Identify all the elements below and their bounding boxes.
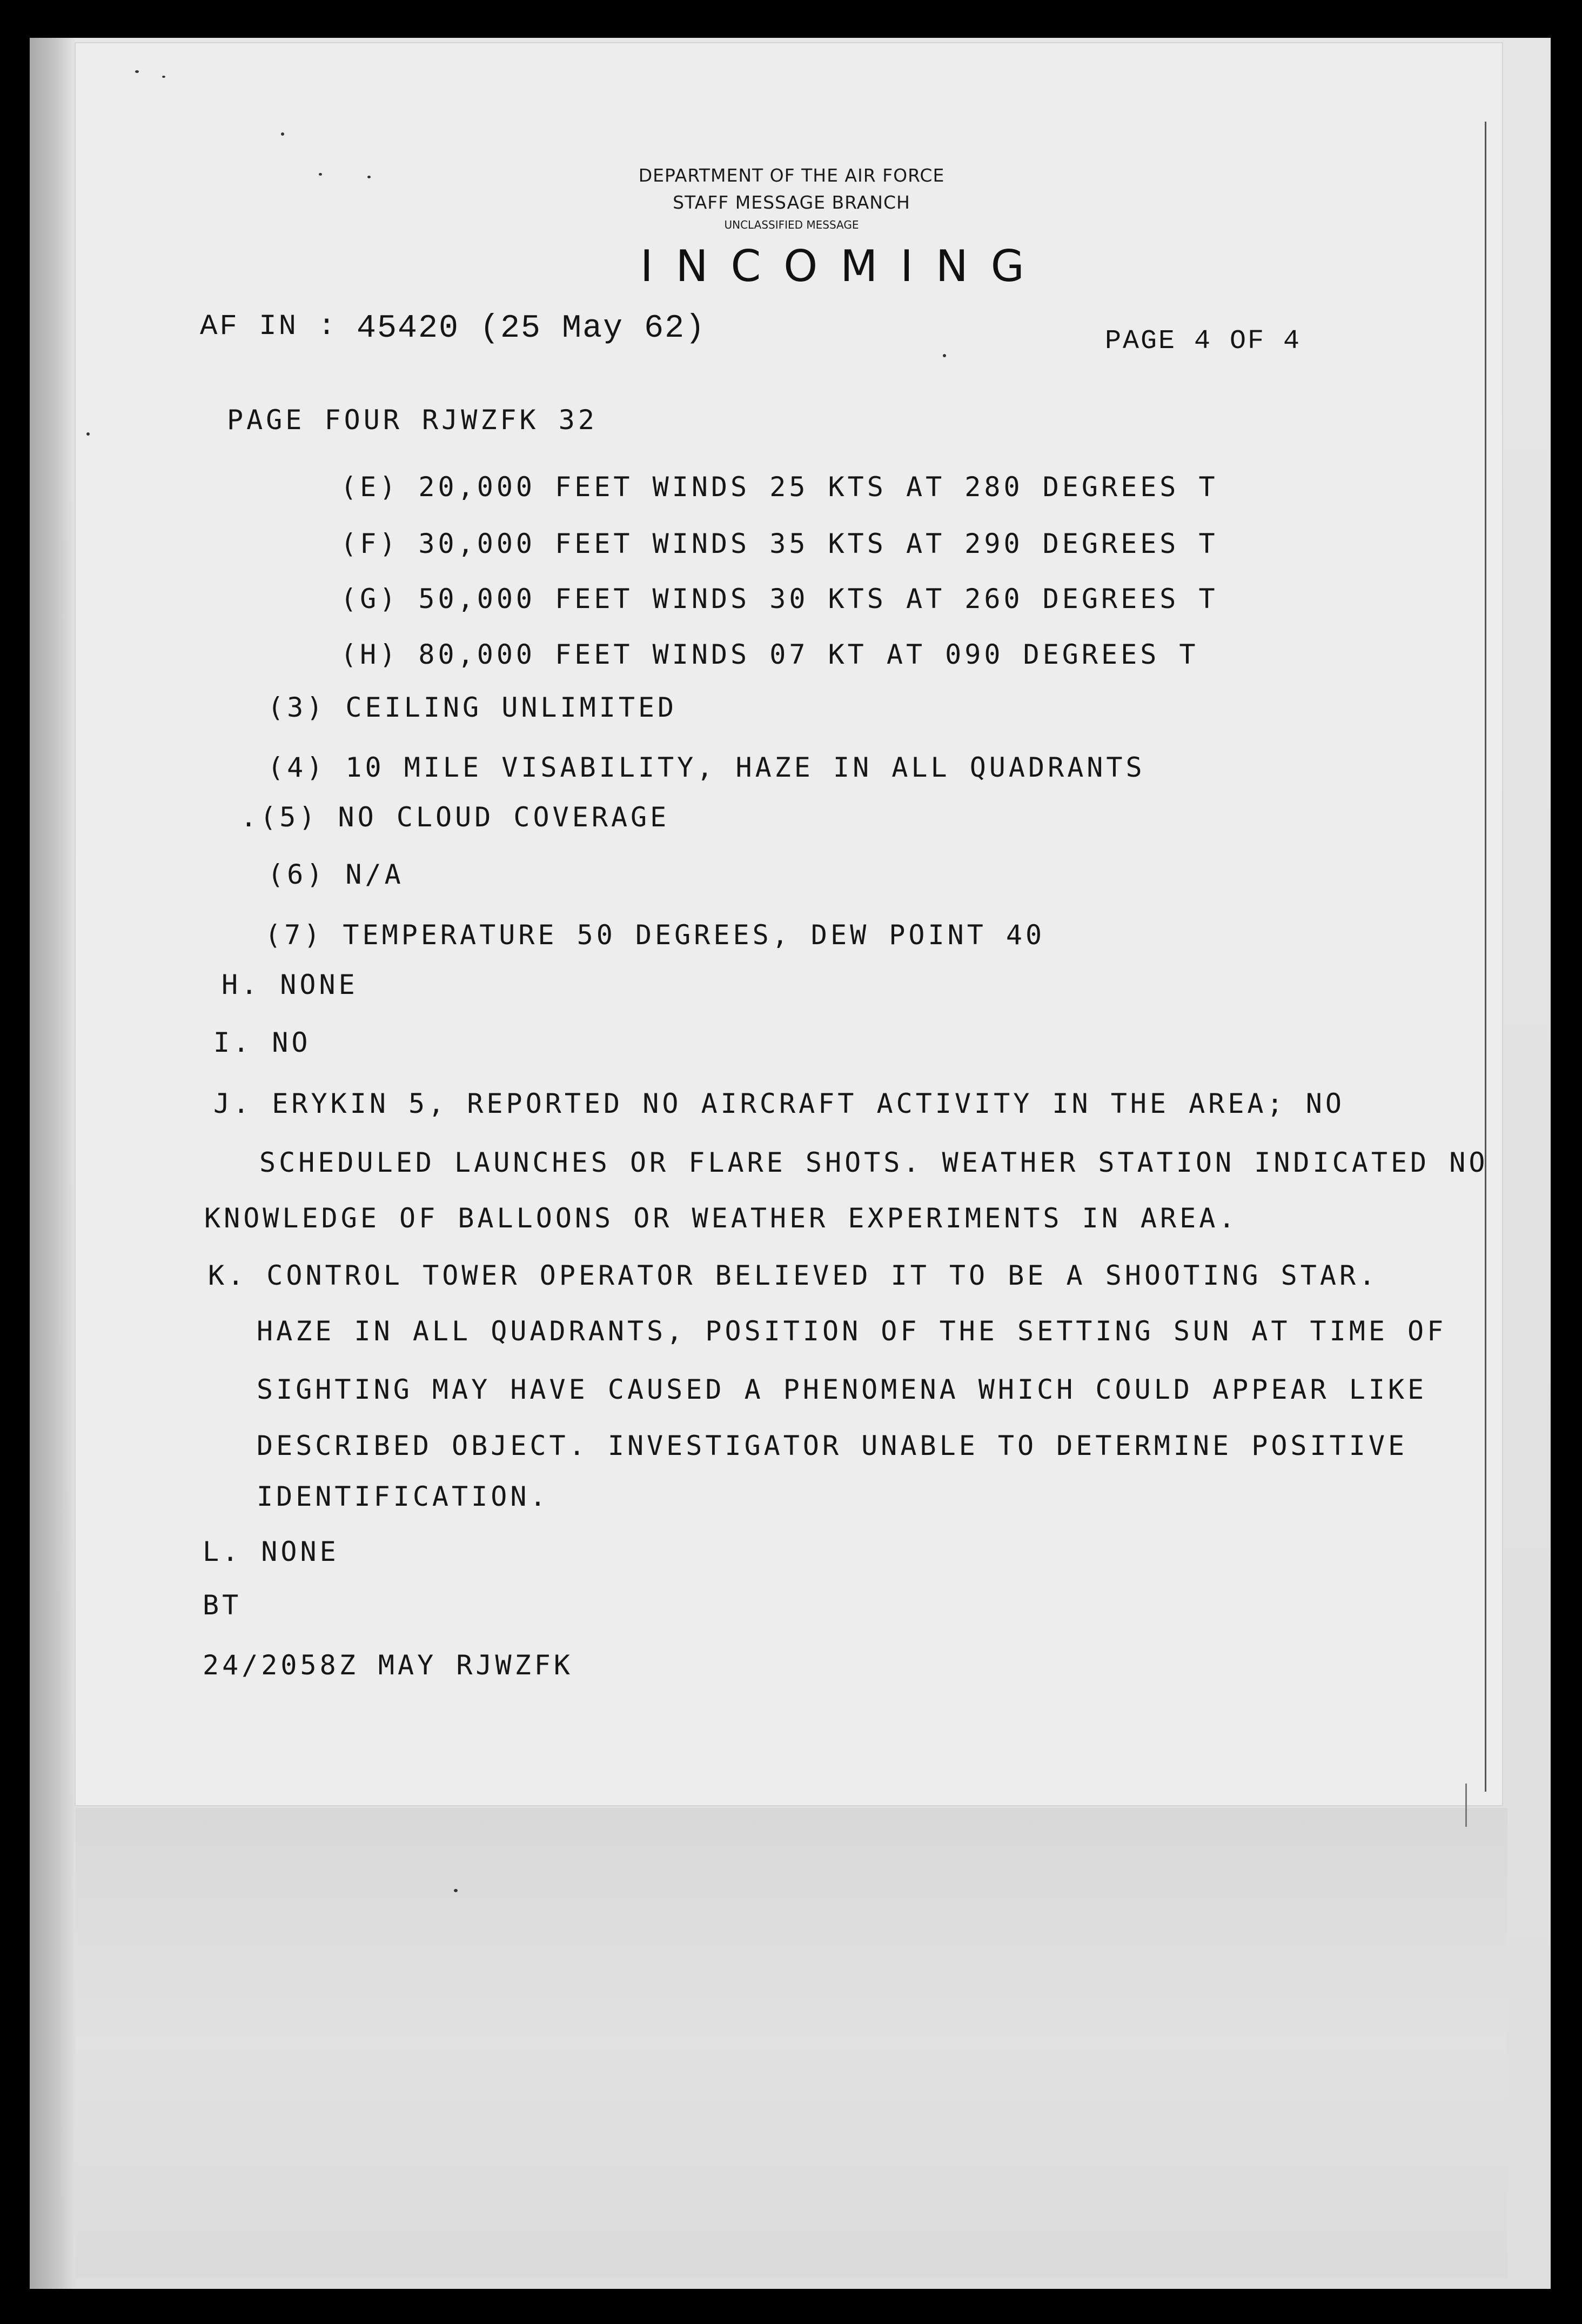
page-header-line: PAGE FOUR RJWZFK 32 [227, 404, 598, 436]
speck [367, 176, 371, 178]
winds-line-h: (H) 80,000 FEET WINDS 07 KT AT 090 DEGREES T [340, 639, 1199, 670]
incoming-title: INCOMING [640, 241, 1047, 291]
speck [943, 354, 946, 357]
date-time-group: 24/2058Z MAY RJWZFK [203, 1649, 573, 1681]
sheet-left-shadow [30, 38, 76, 2289]
section-h: H. NONE [222, 969, 358, 1000]
paper-right-edge-lower [1465, 1784, 1467, 1827]
af-in-label: AF IN : [200, 310, 338, 343]
section-i: I. NO [213, 1027, 311, 1058]
speck [135, 70, 139, 73]
section-j-line-1: J. ERYKIN 5, REPORTED NO AIRCRAFT ACTIVITY IN THE AREA; NO [213, 1088, 1345, 1119]
section-l: L. NONE [203, 1536, 339, 1567]
section-k-line-2: HAZE IN ALL QUADRANTS, POSITION OF THE SETTING SUN AT TIME OF [257, 1315, 1447, 1347]
break-marker: BT [203, 1590, 242, 1621]
section-k-line-3: SIGHTING MAY HAVE CAUSED A PHENOMENA WHICH COULD APPEAR LIKE [257, 1374, 1427, 1405]
item-cloud-coverage: .(5) NO CLOUD COVERAGE [240, 802, 670, 833]
item-visibility: (4) 10 MILE VISABILITY, HAZE IN ALL QUADRANTS [267, 752, 1145, 783]
speck [454, 1889, 458, 1892]
speck [281, 132, 284, 136]
item-ceiling: (3) CEILING UNLIMITED [267, 692, 678, 723]
page-indicator: PAGE 4 OF 4 [1105, 326, 1302, 357]
item-na: (6) N/A [267, 859, 404, 890]
speck [162, 76, 165, 78]
winds-line-f: (F) 30,000 FEET WINDS 35 KTS AT 290 DEGREES T [340, 528, 1218, 559]
section-k-line-5: IDENTIFICATION. [257, 1481, 549, 1512]
department-heading: DEPARTMENT OF THE AIR FORCE [638, 165, 945, 186]
winds-line-g: (G) 50,000 FEET WINDS 30 KTS AT 260 DEGREES T [340, 583, 1218, 615]
section-k-line-4: DESCRIBED OBJECT. INVESTIGATOR UNABLE TO DETERMINE POSITIVE [257, 1430, 1408, 1461]
item-temperature: (7) TEMPERATURE 50 DEGREES, DEW POINT 40 [265, 919, 1045, 951]
winds-line-e: (E) 20,000 FEET WINDS 25 KTS AT 280 DEGREES T [340, 471, 1218, 503]
section-k-line-1: K. CONTROL TOWER OPERATOR BELIEVED IT TO BE A SHOOTING STAR. [208, 1260, 1379, 1291]
paper-right-edge [1485, 122, 1486, 1792]
speck [86, 432, 90, 436]
speck [319, 173, 322, 176]
section-j-line-2: SCHEDULED LAUNCHES OR FLARE SHOTS. WEATHER STATION INDICATED NO [259, 1147, 1489, 1178]
af-in-value: 45420 (25 May 62) [357, 310, 706, 347]
section-j-line-3: KNOWLEDGE OF BALLOONS OR WEATHER EXPERIMENTS IN AREA. [204, 1203, 1238, 1234]
branch-heading: STAFF MESSAGE BRANCH [673, 192, 910, 213]
lower-sheet-area [76, 1808, 1507, 2278]
classification-label: UNCLASSIFIED MESSAGE [724, 218, 859, 231]
